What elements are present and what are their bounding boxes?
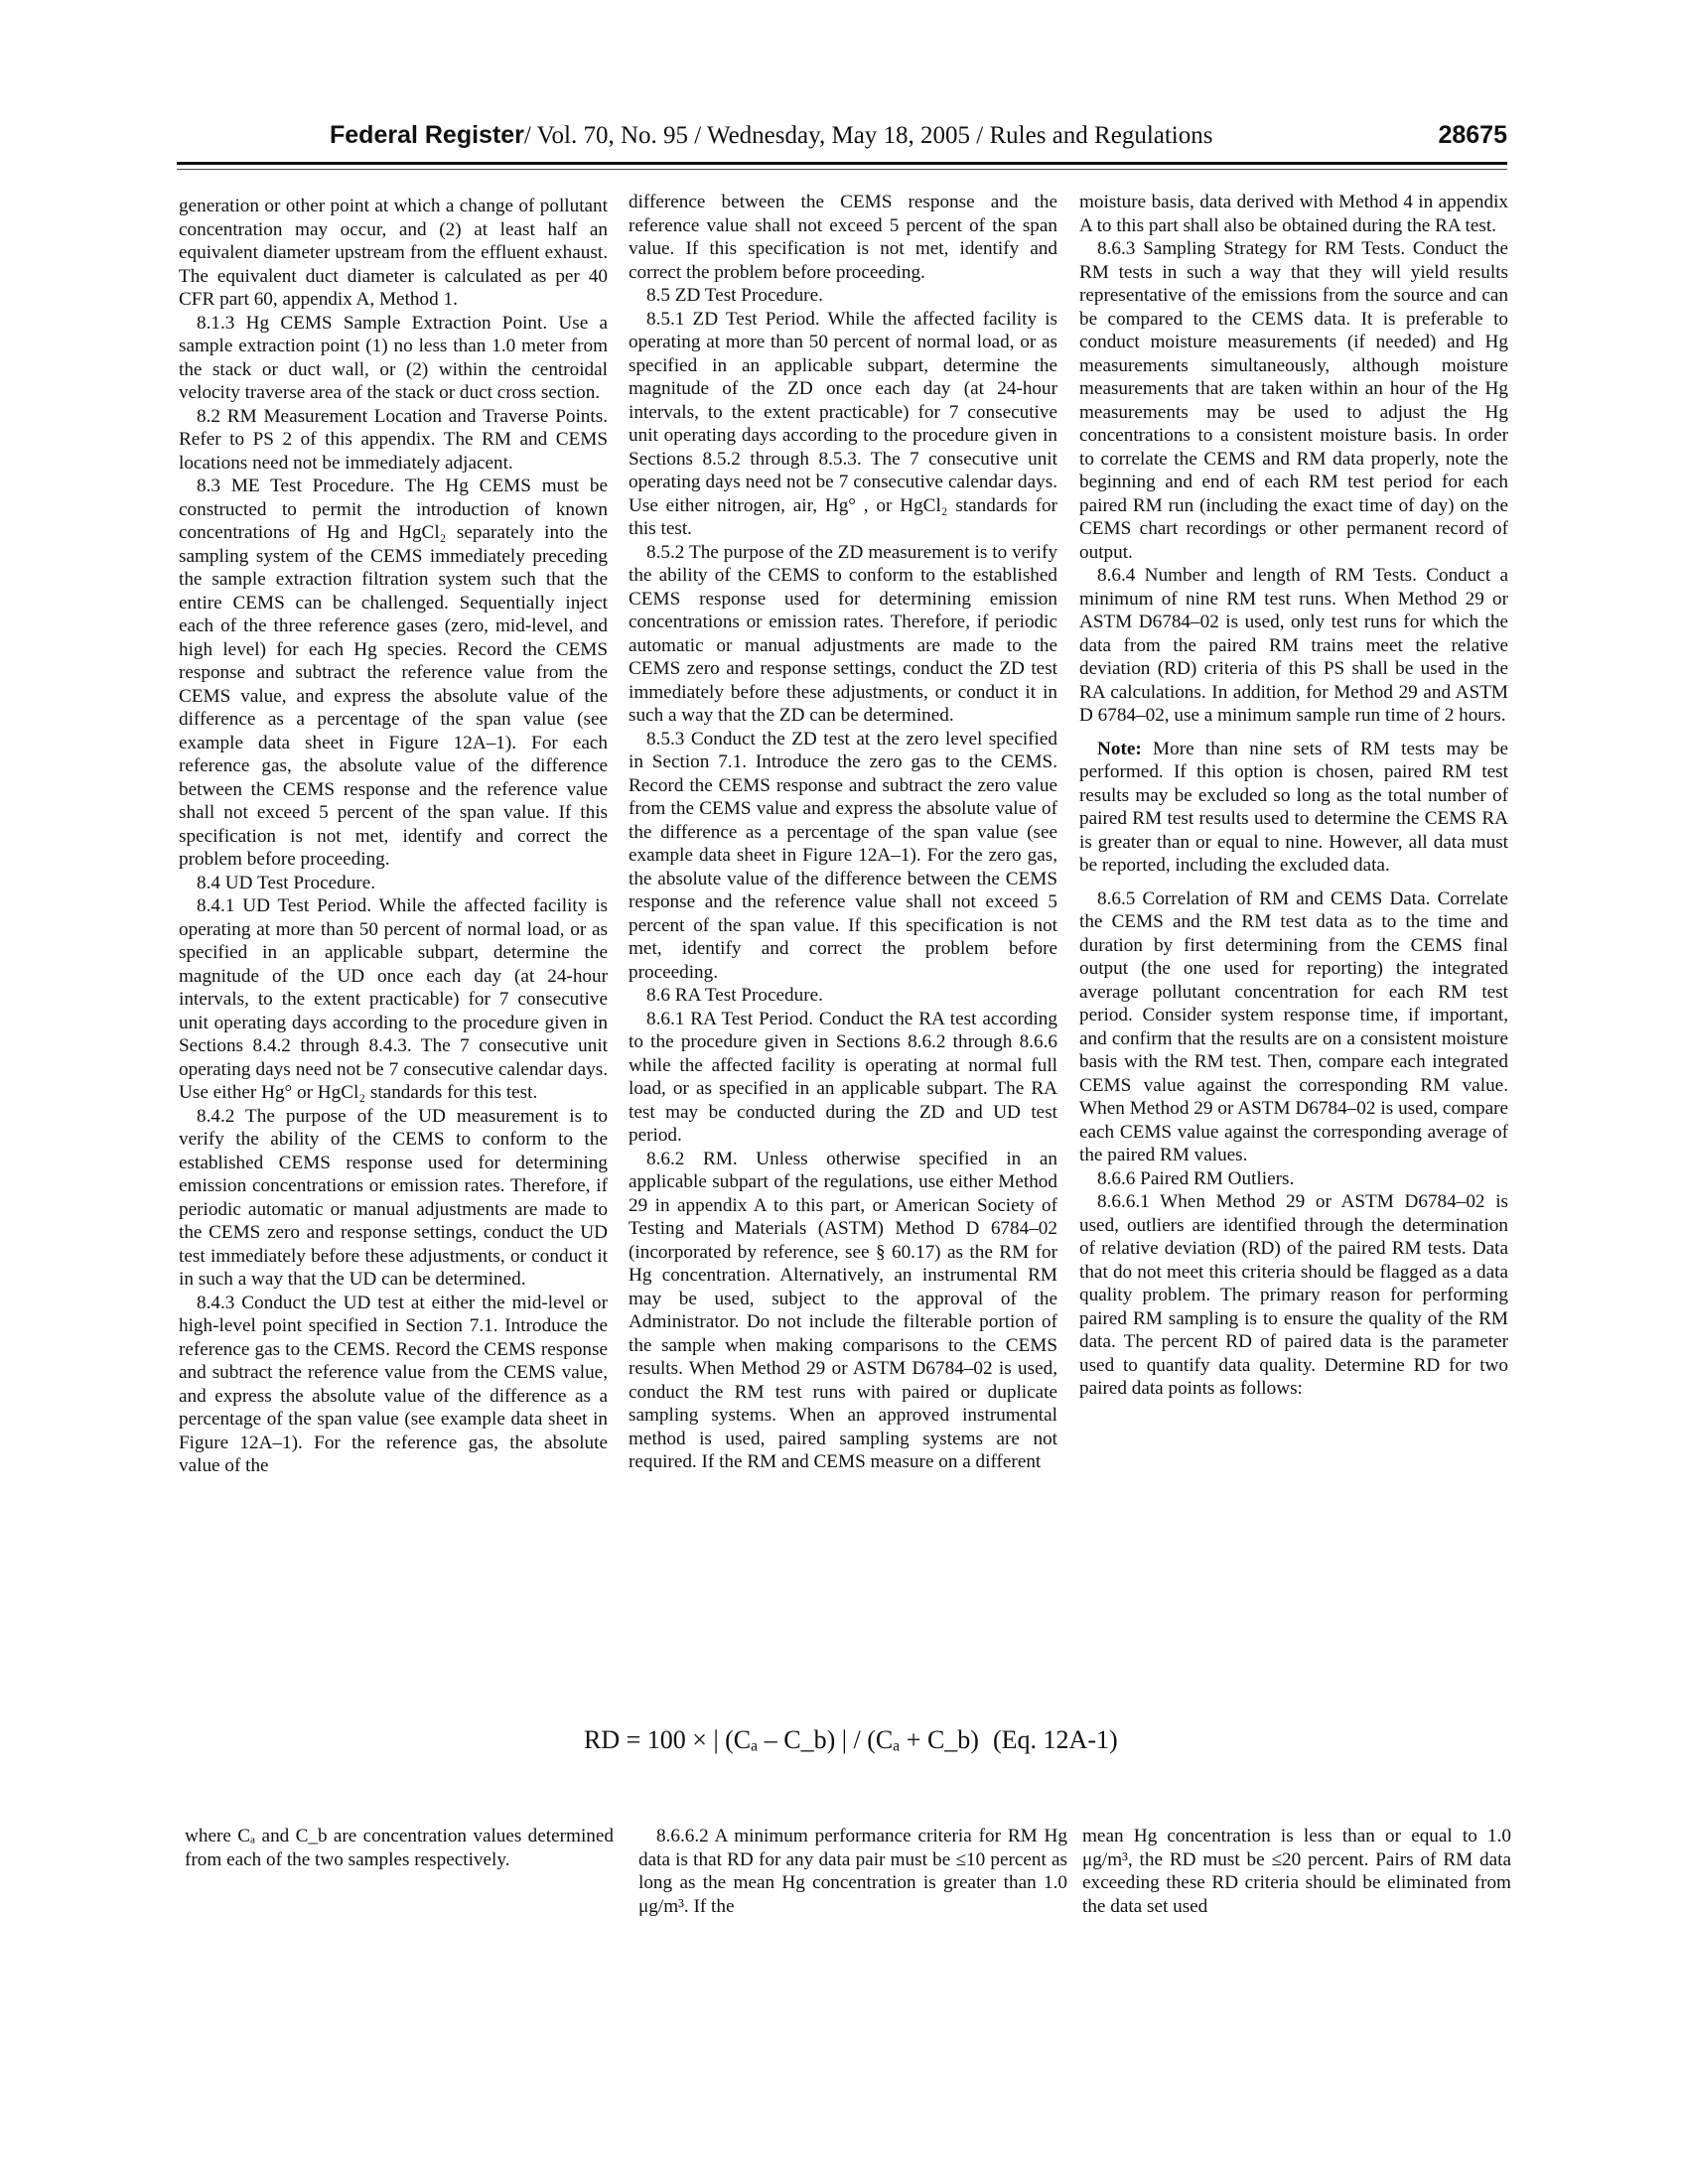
paragraph: 8.4.3 Conduct the UD test at either the mid-level or high-level point specified in Section 7.1. Introduce the reference gas to the CEMS. Record the CEMS response and subtract the reference value from the CEMS value, and express the absolute value of the difference as a percentage of the span value (see example data sheet in Figure 12A–1). For the reference gas, the absolute value of the [179, 1292, 608, 1476]
paragraph: generation or other point at which a change of pollutant concentration may occur, and (2) at least half an equivalent diameter upstream from the effluent exhaust. The equivalent duct diameter is calculated as per 40 CFR part 60, appendix A, Method 1. [179, 196, 608, 310]
equation-formula: RD = 100 × | (Cₐ – C_b) | / (Cₐ + C_b) [584, 1725, 979, 1754]
column-2 [629, 191, 1057, 1474]
paragraph: where Cₐ and C_b are concentration values determined from each of the two samples respectively. [185, 1826, 614, 1870]
page-number: 28675 [1438, 121, 1507, 149]
paragraph: 8.2 RM Measurement Location and Traverse Points. Refer to PS 2 of this appendix. The RM and CEMS locations need not be immediately adjacent. [179, 405, 608, 474]
equation-label: (Eq. 12A-1) [993, 1725, 1118, 1754]
paragraph: difference between the CEMS response and the reference value shall not exceed 5 percent of the span value. If this specification is not met, identify and correct the problem before proceeding. [629, 192, 1057, 283]
bottom-column-1 [185, 1825, 614, 1871]
page-header [177, 121, 1507, 161]
paragraph: 8.6.1 RA Test Period. Conduct the RA test according to the procedure given in Sections 8.6.2 through 8.6.6 while the affected facility is operating at normal full load, or as specified in an applicable subpart. The RA test may be conducted during the ZD and UD test period. [629, 1008, 1057, 1146]
paragraph: 8.6.6.1 When Method 29 or ASTM D6784–02 is used, outliers are identified through the determination of relative deviation (RD) of the paired RM tests. Data that do not meet this criteria should be flagged as a data quality problem. The primary reason for performing paired RM sampling is to ensure the quality of the RM data. The percent RD of paired data is the parameter used to quantify data quality. Determine RD for two paired data points as follows: [1079, 1191, 1508, 1399]
paragraph: 8.4.1 UD Test Period. While the affected facility is operating at more than 50 percent of normal load, or as specified in an applicable subpart, determine the magnitude of the UD once each day (at 24-hour intervals, to the extent practicable) for 7 consecutive unit operating days according to the procedure given in Sections 8.4.2 through 8.4.3. The 7 consecutive unit operating days need not be 7 consecutive calendar days. Use either Hg° or HgCl₂ standards for this test. [179, 895, 608, 1103]
paragraph: 8.6 RA Test Procedure. [646, 985, 823, 1006]
paragraph: mean Hg concentration is less than or equal to 1.0 μg/m³, the RD must be ≤20 percent. Pairs of RM data exceeding these RD criteria should be eliminated from the data set used [1082, 1826, 1511, 1917]
paragraph: 8.6.4 Number and length of RM Tests. Conduct a minimum of nine RM test runs. When Method 29 or ASTM D6784–02 is used, only test runs for which the data from the paired RM trains meet the relative deviation (RD) criteria of this PS shall be used in the RA calculations. In addition, for Method 29 and ASTM D 6784–02, use a minimum sample run time of 2 hours. [1079, 565, 1508, 726]
issue-info: / Vol. 70, No. 95 / Wednesday, May 18, 2005 / Rules and Regulations [523, 122, 1213, 149]
paragraph: 8.5.3 Conduct the ZD test at the zero level specified in Section 7.1. Introduce the zero gas to the CEMS. Record the CEMS response and subtract the zero value from the CEMS value and express the absolute value of the difference as a percentage of the span value (see example data sheet in Figure 12A–1). For the zero gas, the absolute value of the difference between the CEMS response and the reference value shall not exceed 5 percent of the span value. If this specification is not met, identify and correct the problem before proceeding. [629, 728, 1057, 983]
equation-12a-1 [584, 1725, 1140, 1769]
paragraph: 8.6.2 RM. Unless otherwise specified in an applicable subpart of the regulations, use either Method 29 in appendix A to this part, or American Society of Testing and Materials (ASTM) Method D 6784–02 (incorporated by reference, see § 60.17) as the RM for Hg concentration. Alternatively, an instrumental RM may be used, subject to the approval of the Administrator. Do not include the filterable portion of the sample when making comparisons to the CEMS results. When Method 29 or ASTM D6784–02 is used, conduct the RM test runs with paired or duplicate sampling systems. When an approved instrumental method is used, paired sampling systems are not required. If the RM and CEMS measure on a different [629, 1148, 1057, 1472]
paragraph: moisture basis, data derived with Method 4 in appendix A to this part shall also be obtained during the RA test. [1079, 192, 1508, 236]
paragraph: 8.6.6.2 A minimum performance criteria for RM Hg data is that RD for any data pair must be ≤10 percent as long as the mean Hg concentration is greater than 1.0 μg/m³. If the [638, 1826, 1067, 1917]
header-rule-thin [177, 169, 1507, 170]
paragraph: 8.6.6 Paired RM Outliers. [1097, 1167, 1295, 1189]
paragraph: 8.5.2 The purpose of the ZD measurement is to verify the ability of the CEMS to conform to the established CEMS response used for determining emission concentrations or emission rates. Therefore, if periodic automatic or manual adjustments are made to the CEMS zero and response settings, conduct the ZD test immediately before these adjustments, or conduct it in such a way that the ZD can be determined. [629, 541, 1057, 726]
column-1 [179, 195, 608, 1478]
paragraph: 8.5.1 ZD Test Period. While the affected facility is operating at more than 50 percent of normal load, or as specified in an applicable subpart, determine the magnitude of the ZD once each day (at 24-hour intervals, to the extent practicable) for 7 consecutive unit operating days according to the procedure given in Sections 8.5.2 through 8.5.3. The 7 consecutive unit operating days need not be 7 consecutive calendar days. Use either nitrogen, air, Hg° , or HgCl₂ standards for this test. [629, 308, 1057, 539]
paragraph: 8.1.3 Hg CEMS Sample Extraction Point. Use a sample extraction point (1) no less than 1.0 meter from the stack or duct wall, or (2) within the centroidal velocity traverse area of the stack or duct cross section. [179, 312, 608, 403]
note-text: More than nine sets of RM tests may be performed. If this option is chosen, paired RM test results may be excluded so long as the total number of paired RM test results used to determine the CEMS RA is greater than or equal to nine. However, all data must be reported, including the excluded data. [1079, 738, 1508, 876]
note-label: Note: [1097, 738, 1142, 759]
paragraph: 8.5 ZD Test Procedure. [646, 285, 823, 306]
bottom-column-3 [1082, 1825, 1511, 1918]
paragraph: 8.3 ME Test Procedure. The Hg CEMS must be constructed to permit the introduction of known concentrations of Hg and HgCl₂ separately into the sampling system of the CEMS immediately preceding the sample extraction filtration system such that the entire CEMS can be challenged. Sequentially inject each of the three reference gases (zero, mid-level, and high level) for each Hg species. Record the CEMS response and subtract the reference value from the CEMS value, and express the absolute value of the difference as a percentage of the span value (see example data sheet in Figure 12A–1). For each reference gas, the absolute value of the difference between the CEMS response and the reference value shall not exceed 5 percent of the span value. If this specification is not met, identify and correct the problem before proceeding. [179, 476, 608, 870]
column-3 [1079, 191, 1508, 1401]
paragraph: 8.4 UD Test Procedure. [197, 872, 376, 893]
paragraph: 8.6.3 Sampling Strategy for RM Tests. Conduct the RM tests in such a way that they will yield results representative of the emissions from the source and can be compared to the CEMS data. It is preferable to conduct moisture measurements (if needed) and Hg measurements simultaneously, although moisture measurements that are taken within an hour of the Hg measurements may be used to adjust the Hg concentrations to a consistent moisture basis. In order to correlate the CEMS and RM data properly, note the beginning and end of each RM test period for each paired RM run (including the exact time of day) on the CEMS chart recordings or other permanent record of output. [1079, 238, 1508, 563]
note-paragraph [1079, 738, 1508, 878]
header-rule [177, 162, 1507, 165]
paragraph: 8.6.5 Correlation of RM and CEMS Data. Correlate the CEMS and the RM test data as to the time and duration by first determining from the CEMS final output (the one used for reporting) the integrated average pollutant concentration for each RM test period. Consider system response time, if important, and confirm that the results are on a consistent moisture basis with the RM test. Then, compare each integrated CEMS value against the corresponding RM value. When Method 29 or ASTM D6784–02 is used, compare each CEMS value against the corresponding average of the paired RM values. [1079, 887, 1508, 1165]
header-title [330, 121, 1212, 150]
paragraph: 8.4.2 The purpose of the UD measurement is to verify the ability of the CEMS to conform to the established CEMS response used for determining emission concentrations or emission rates. Therefore, if periodic automatic or manual adjustments are made to the CEMS zero and response settings, conduct the UD test immediately before these adjustments, or conduct it in such a way that the UD can be determined. [179, 1105, 608, 1290]
bottom-column-2 [638, 1825, 1067, 1918]
publication-name: Federal Register [330, 121, 524, 149]
